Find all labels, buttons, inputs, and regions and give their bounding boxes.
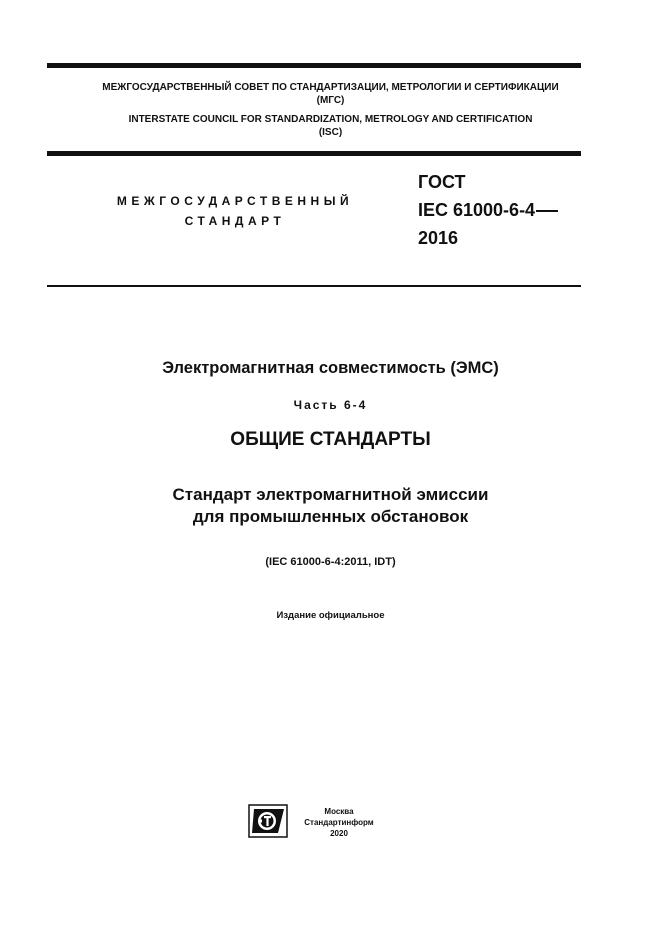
gost-designation bbox=[418, 168, 558, 252]
standard-kind bbox=[90, 191, 380, 231]
designation-bottom-rule bbox=[47, 285, 581, 287]
gost-label: ГОСТ bbox=[418, 172, 466, 192]
edition-note: Издание официальное bbox=[276, 610, 385, 621]
sub-title: ОБЩИЕ СТАНДАРТЫ bbox=[230, 429, 431, 450]
gost-number-line bbox=[418, 196, 558, 224]
publisher-info bbox=[296, 806, 382, 839]
council-en-abbr: (ISC) bbox=[318, 127, 343, 138]
council-ru-abbr: (МГС) bbox=[316, 95, 345, 106]
standard-kind-line1: МЕЖГОСУДАРСТВЕННЫЙ bbox=[116, 194, 354, 208]
iec-reference: (IEC 61000-6-4:2011, IDT) bbox=[265, 556, 396, 568]
publisher-city: Москва bbox=[324, 807, 354, 816]
main-title: Электромагнитная совместимость (ЭМС) bbox=[162, 359, 499, 377]
council-bottom-rule bbox=[47, 151, 581, 156]
title-line-1: Стандарт электромагнитной эмиссии bbox=[172, 485, 489, 504]
gost-year: 2016 bbox=[418, 228, 459, 248]
number-dash bbox=[536, 210, 558, 212]
publisher-name: Стандартинформ bbox=[304, 818, 374, 827]
top-rule bbox=[47, 63, 581, 68]
publisher-year: 2020 bbox=[330, 829, 348, 838]
title-line-2: для промышленных обстановок bbox=[192, 507, 469, 526]
council-ru-name: МЕЖГОСУДАРСТВЕННЫЙ СОВЕТ ПО СТАНДАРТИЗАЦИИ, МЕТРОЛОГИИ И СЕРТИФИКАЦИИ bbox=[102, 82, 559, 93]
part-number: Часть 6-4 bbox=[293, 398, 368, 412]
standard-kind-line2: СТАНДАРТ bbox=[184, 214, 286, 228]
standartinform-logo-icon bbox=[248, 804, 288, 838]
gost-number: IEC 61000-6-4 bbox=[418, 200, 536, 220]
council-en-name: INTERSTATE COUNCIL FOR STANDARDIZATION, METROLOGY AND CERTIFICATION bbox=[128, 114, 533, 125]
